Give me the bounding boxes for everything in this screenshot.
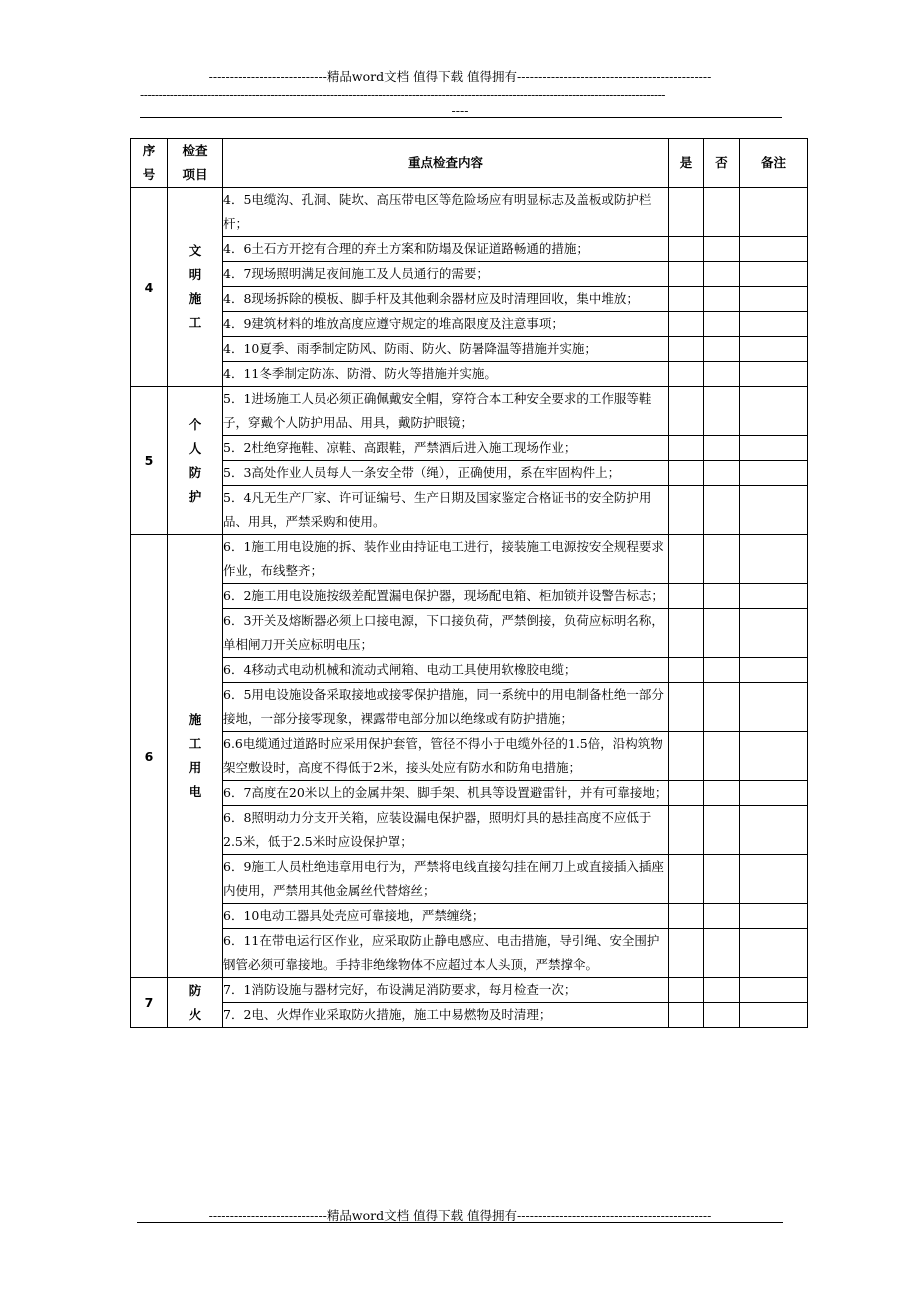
header-dash-line: --------------------------------------------------------------------------------------------------------------------------------------------- bbox=[140, 87, 666, 102]
inspection-table bbox=[130, 138, 808, 1028]
yes-cell[interactable] bbox=[669, 806, 704, 855]
remark-cell[interactable] bbox=[740, 461, 808, 486]
yes-cell[interactable] bbox=[669, 287, 704, 312]
remark-cell[interactable] bbox=[740, 929, 808, 978]
remark-cell[interactable] bbox=[740, 781, 808, 806]
no-cell[interactable] bbox=[704, 287, 740, 312]
remark-cell[interactable] bbox=[740, 287, 808, 312]
no-cell[interactable] bbox=[704, 806, 740, 855]
section-number: 6 bbox=[131, 535, 168, 978]
no-cell[interactable] bbox=[704, 337, 740, 362]
no-cell[interactable] bbox=[704, 387, 740, 436]
check-item-text: 6．1施工用电设施的拆、装作业由持证电工进行，接装施工电源按安全规程要求作业，布线整齐； bbox=[223, 535, 669, 584]
no-cell[interactable] bbox=[704, 535, 740, 584]
check-item-text: 5．2杜绝穿拖鞋、凉鞋、高跟鞋，严禁酒后进入施工现场作业； bbox=[223, 436, 669, 461]
table-row bbox=[131, 262, 808, 287]
section-category bbox=[168, 535, 223, 978]
col-header-no: 否 bbox=[704, 139, 740, 188]
section-category bbox=[168, 188, 223, 387]
check-item-text: 6．4移动式电动机械和流动式闸箱、电动工具使用软橡胶电缆； bbox=[223, 658, 669, 683]
table-row bbox=[131, 312, 808, 337]
no-cell[interactable] bbox=[704, 781, 740, 806]
yes-cell[interactable] bbox=[669, 978, 704, 1003]
no-cell[interactable] bbox=[704, 584, 740, 609]
remark-cell[interactable] bbox=[740, 904, 808, 929]
yes-cell[interactable] bbox=[669, 436, 704, 461]
yes-cell[interactable] bbox=[669, 362, 704, 387]
table-row bbox=[131, 904, 808, 929]
table-row bbox=[131, 362, 808, 387]
section-number: 4 bbox=[131, 188, 168, 387]
section-category-label: 施工用电 bbox=[188, 712, 202, 799]
no-cell[interactable] bbox=[704, 929, 740, 978]
yes-cell[interactable] bbox=[669, 188, 704, 237]
table-row bbox=[131, 486, 808, 535]
table-row bbox=[131, 535, 808, 584]
check-item-text: 6．3开关及熔断器必须上口接电源，下口接负荷，严禁倒接，负荷应标明名称，单相闸刀开关应标明电压； bbox=[223, 609, 669, 658]
table-row bbox=[131, 387, 808, 436]
check-item-text: 5．4凡无生产厂家、许可证编号、生产日期及国家鉴定合格证书的安全防护用品、用具，严禁采购和使用。 bbox=[223, 486, 669, 535]
no-cell[interactable] bbox=[704, 1003, 740, 1028]
check-item-text: 6．2施工用电设施按级差配置漏电保护器，现场配电箱、柜加锁并设警告标志； bbox=[223, 584, 669, 609]
check-item-text: 4．10夏季、雨季制定防风、防雨、防火、防暑降温等措施并实施； bbox=[223, 337, 669, 362]
no-cell[interactable] bbox=[704, 312, 740, 337]
yes-cell[interactable] bbox=[669, 855, 704, 904]
table-row bbox=[131, 732, 808, 781]
remark-cell[interactable] bbox=[740, 658, 808, 683]
yes-cell[interactable] bbox=[669, 486, 704, 535]
table-row bbox=[131, 1003, 808, 1028]
header-rule bbox=[140, 117, 782, 118]
no-cell[interactable] bbox=[704, 362, 740, 387]
remark-cell[interactable] bbox=[740, 806, 808, 855]
no-cell[interactable] bbox=[704, 904, 740, 929]
remark-cell[interactable] bbox=[740, 337, 808, 362]
yes-cell[interactable] bbox=[669, 658, 704, 683]
check-item-text: 5．1进场施工人员必须正确佩戴安全帽，穿符合本工种安全要求的工作服等鞋子，穿戴个人防护用品、用具，戴防护眼镜； bbox=[223, 387, 669, 436]
yes-cell[interactable] bbox=[669, 732, 704, 781]
remark-cell[interactable] bbox=[740, 188, 808, 237]
col-header-item: 检查项目 bbox=[168, 139, 223, 188]
remark-cell[interactable] bbox=[740, 262, 808, 287]
check-item-text: 7．1消防设施与器材完好，布设满足消防要求，每月检查一次； bbox=[223, 978, 669, 1003]
yes-cell[interactable] bbox=[669, 781, 704, 806]
check-item-text: 6．5用电设施设备采取接地或接零保护措施，同一系统中的用电制备杜绝一部分接地，一部分接零现象，裸露带电部分加以绝缘或有防护措施； bbox=[223, 683, 669, 732]
check-item-text: 6.6电缆通过道路时应采用保护套管，管径不得小于电缆外径的1.5倍，沿构筑物架空敷设时，高度不得低于2米，接头处应有防水和防角电措施； bbox=[223, 732, 669, 781]
table-row bbox=[131, 658, 808, 683]
col-header-number: 序号 bbox=[131, 139, 168, 188]
yes-cell[interactable] bbox=[669, 683, 704, 732]
table-row bbox=[131, 436, 808, 461]
no-cell[interactable] bbox=[704, 237, 740, 262]
section-category-label: 个人防护 bbox=[188, 416, 202, 504]
check-item-text: 6．7高度在20米以上的金属井架、脚手架、机具等设置避雷针，并有可靠接地； bbox=[223, 781, 669, 806]
no-cell[interactable] bbox=[704, 436, 740, 461]
remark-cell[interactable] bbox=[740, 683, 808, 732]
yes-cell[interactable] bbox=[669, 535, 704, 584]
table-row bbox=[131, 781, 808, 806]
check-item-text: 4．5电缆沟、孔洞、陡坎、高压带电区等危险场应有明显标志及盖板或防护栏杆； bbox=[223, 188, 669, 237]
remark-cell[interactable] bbox=[740, 1003, 808, 1028]
remark-cell[interactable] bbox=[740, 535, 808, 584]
check-item-text: 6．10电动工器具处壳应可靠接地，严禁缠绕； bbox=[223, 904, 669, 929]
remark-cell[interactable] bbox=[740, 237, 808, 262]
footer-banner: ----------------------------精品word文档 值得下载 值得拥有---------------------------------------------- bbox=[208, 1208, 712, 1223]
yes-cell[interactable] bbox=[669, 237, 704, 262]
yes-cell[interactable] bbox=[669, 584, 704, 609]
section-category-label: 文明施工 bbox=[188, 243, 202, 330]
section-category bbox=[168, 387, 223, 535]
table-row bbox=[131, 584, 808, 609]
no-cell[interactable] bbox=[704, 262, 740, 287]
table-row bbox=[131, 609, 808, 658]
check-item-text: 5．3高处作业人员每人一条安全带（绳），正确使用，系在牢固构件上； bbox=[223, 461, 669, 486]
col-header-content: 重点检查内容 bbox=[223, 139, 669, 188]
table-header-row bbox=[131, 139, 808, 188]
remark-cell[interactable] bbox=[740, 732, 808, 781]
check-item-text: 4．8现场拆除的模板、脚手杆及其他剩余器材应及时清理回收，集中堆放； bbox=[223, 287, 669, 312]
yes-cell[interactable] bbox=[669, 1003, 704, 1028]
yes-cell[interactable] bbox=[669, 461, 704, 486]
remark-cell[interactable] bbox=[740, 436, 808, 461]
no-cell[interactable] bbox=[704, 658, 740, 683]
header-banner: ----------------------------精品word文档 值得下载 值得拥有---------------------------------------------- bbox=[208, 69, 712, 84]
yes-cell[interactable] bbox=[669, 337, 704, 362]
remark-cell[interactable] bbox=[740, 855, 808, 904]
no-cell[interactable] bbox=[704, 683, 740, 732]
check-item-text: 6．8照明动力分支开关箱，应装设漏电保护器，照明灯具的悬挂高度不应低于2.5米，低于2.5米时应设保护罩； bbox=[223, 806, 669, 855]
section-category bbox=[168, 978, 223, 1028]
no-cell[interactable] bbox=[704, 188, 740, 237]
check-item-text: 4．7现场照明满足夜间施工及人员通行的需要； bbox=[223, 262, 669, 287]
remark-cell[interactable] bbox=[740, 584, 808, 609]
remark-cell[interactable] bbox=[740, 312, 808, 337]
table-row bbox=[131, 337, 808, 362]
table-row bbox=[131, 929, 808, 978]
header-dash-tail: ---- bbox=[451, 103, 469, 118]
no-cell[interactable] bbox=[704, 732, 740, 781]
no-cell[interactable] bbox=[704, 609, 740, 658]
remark-cell[interactable] bbox=[740, 486, 808, 535]
yes-cell[interactable] bbox=[669, 387, 704, 436]
table-row bbox=[131, 188, 808, 237]
remark-cell[interactable] bbox=[740, 609, 808, 658]
check-item-text: 4．11冬季制定防冻、防滑、防火等措施并实施。 bbox=[223, 362, 669, 387]
remark-cell[interactable] bbox=[740, 387, 808, 436]
table-row bbox=[131, 683, 808, 732]
no-cell[interactable] bbox=[704, 978, 740, 1003]
table-row bbox=[131, 237, 808, 262]
check-item-text: 4．6土石方开挖有合理的弃土方案和防塌及保证道路畅通的措施； bbox=[223, 237, 669, 262]
table-row bbox=[131, 978, 808, 1003]
check-item-text: 4．9建筑材料的堆放高度应遵守规定的堆高限度及注意事项； bbox=[223, 312, 669, 337]
yes-cell[interactable] bbox=[669, 262, 704, 287]
yes-cell[interactable] bbox=[669, 904, 704, 929]
no-cell[interactable] bbox=[704, 486, 740, 535]
no-cell[interactable] bbox=[704, 461, 740, 486]
table-row bbox=[131, 806, 808, 855]
section-number: 5 bbox=[131, 387, 168, 535]
remark-cell[interactable] bbox=[740, 362, 808, 387]
table-row bbox=[131, 287, 808, 312]
col-header-remark: 备注 bbox=[740, 139, 808, 188]
table-row bbox=[131, 855, 808, 904]
footer-rule bbox=[137, 1222, 783, 1223]
check-item-text: 6．9施工人员杜绝违章用电行为，严禁将电线直接勾挂在闸刀上或直接插入插座内使用，严禁用其他金属丝代替熔丝； bbox=[223, 855, 669, 904]
remark-cell[interactable] bbox=[740, 978, 808, 1003]
yes-cell[interactable] bbox=[669, 609, 704, 658]
check-item-text: 7．2电、火焊作业采取防火措施，施工中易燃物及时清理； bbox=[223, 1003, 669, 1028]
section-category-label: 防火 bbox=[188, 982, 202, 1022]
table-row bbox=[131, 461, 808, 486]
no-cell[interactable] bbox=[704, 855, 740, 904]
yes-cell[interactable] bbox=[669, 929, 704, 978]
section-number: 7 bbox=[131, 978, 168, 1028]
check-item-text: 6．11在带电运行区作业，应采取防止静电感应、电击措施，导引绳、安全围护钢管必须可靠接地。手持非绝缘物体不应超过本人头顶，严禁撑伞。 bbox=[223, 929, 669, 978]
col-header-yes: 是 bbox=[669, 139, 704, 188]
yes-cell[interactable] bbox=[669, 312, 704, 337]
